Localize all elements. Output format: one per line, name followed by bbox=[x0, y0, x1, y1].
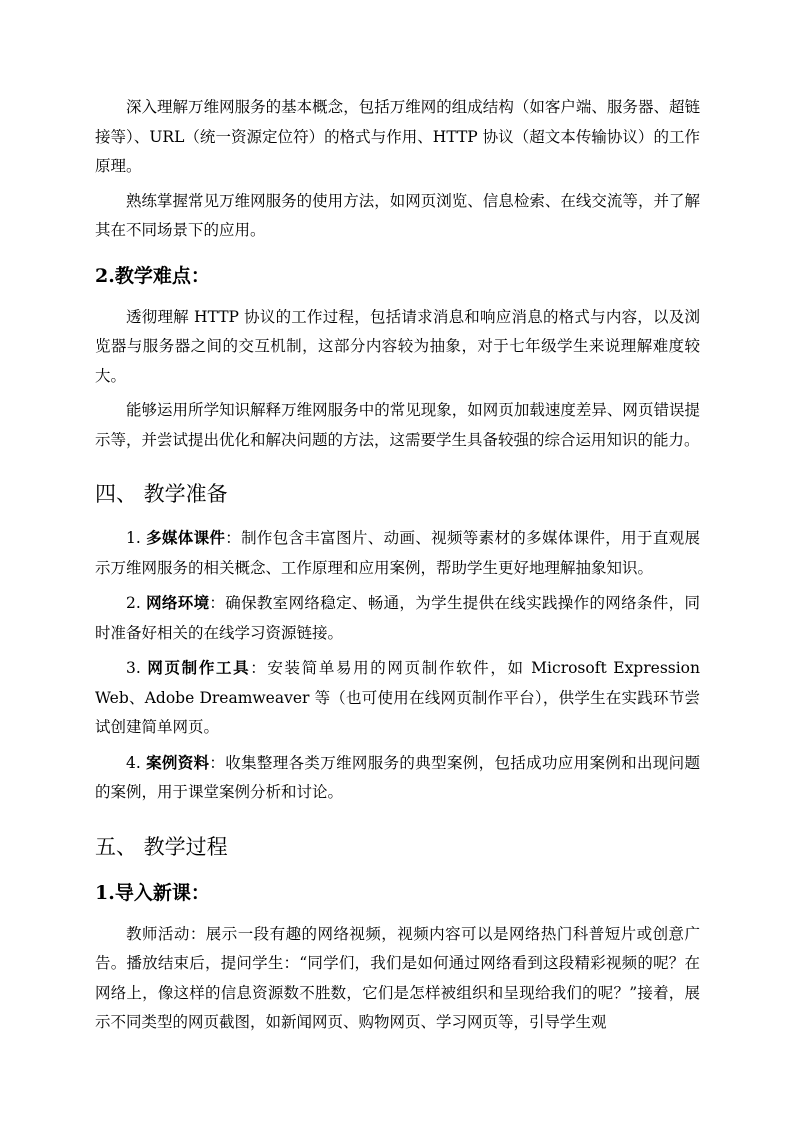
preparation-heading: 四、 教学准备 bbox=[95, 482, 228, 506]
preparation-item-4 bbox=[95, 748, 700, 808]
item-number: 2. bbox=[126, 594, 147, 612]
process-heading: 五、 教学过程 bbox=[95, 834, 228, 859]
item-title: 案例资料 bbox=[146, 752, 210, 772]
document-page bbox=[95, 93, 700, 1043]
item-text: ：制作包含丰富图片、动画、视频等素材的多媒体课件，用于直观展示万维网服务的相关概念、工作原理和应用案例，帮助学生更好地理解抽象知识。 bbox=[95, 529, 700, 577]
item-title: 网页制作工具 bbox=[147, 658, 251, 677]
item-number: 4. bbox=[126, 753, 147, 772]
item-text: ：确保教室网络稳定、畅通，为学生提供在线实践操作的网络条件，同时准备好相关的在线学习资源链接。 bbox=[95, 594, 700, 642]
difficulty-paragraph-1: 透彻理解 HTTP 协议的工作过程，包括请求消息和响应消息的格式与内容，以及浏览器与服务器之间的交互机制，这部分内容较为抽象，对于七年级学生来说理解难度较大。 bbox=[95, 307, 700, 385]
difficulty-heading: 2.教学难点： bbox=[95, 264, 210, 287]
difficulty-paragraph-2: 能够运用所学知识解释万维网服务中的常见现象，如网页加载速度差异、网页错误提示等，并尝试提出优化和解决问题的方法，这需要学生具备较强的综合运用知识的能力。 bbox=[95, 401, 700, 449]
item-title: 多媒体课件 bbox=[146, 528, 226, 547]
objective-paragraph-2: 熟练掌握常见万维网服务的使用方法，如网页浏览、信息检索、在线交流等，并了解其在不同场景下的应用。 bbox=[95, 191, 700, 239]
intro-heading: 1.导入新课： bbox=[95, 881, 210, 904]
preparation-item-2 bbox=[95, 588, 700, 648]
item-title: 网络环境 bbox=[146, 593, 210, 612]
intro-paragraph: 教师活动：展示一段有趣的网络视频，视频内容可以是网络热门科普短片或创意广告。播放结束后，提问学生：“同学们，我们是如何通过网络看到这段精彩视频的呢？在网络上，像这样的信息资源数不胜数，它们是怎样被组织和呈现给我们的呢？”接着，展示不同类型的网页截图，如新闻网页、购物网页、学习网页等，引导学生观 bbox=[95, 924, 700, 1031]
objective-paragraph-1: 深入理解万维网服务的基本概念，包括万维网的组成结构（如客户端、服务器、超链接等）、URL（统一资源定位符）的格式与作用、HTTP 协议（超文本传输协议）的工作原理。 bbox=[95, 98, 700, 175]
item-number: 1. bbox=[126, 529, 147, 547]
preparation-item-1 bbox=[95, 523, 700, 583]
preparation-item-3 bbox=[95, 653, 700, 743]
item-number: 3. bbox=[126, 659, 148, 677]
item-text: ：收集整理各类万维网服务的典型案例，包括成功应用案例和出现问题的案例，用于课堂案例分析和讨论。 bbox=[95, 753, 700, 801]
item-text: ：安装简单易用的网页制作软件，如 Microsoft Expression Web、Adobe Dreamweaver 等（也可使用在线网页制作平台），供学生在实践环节尝试创建简单网页。 bbox=[95, 659, 700, 736]
